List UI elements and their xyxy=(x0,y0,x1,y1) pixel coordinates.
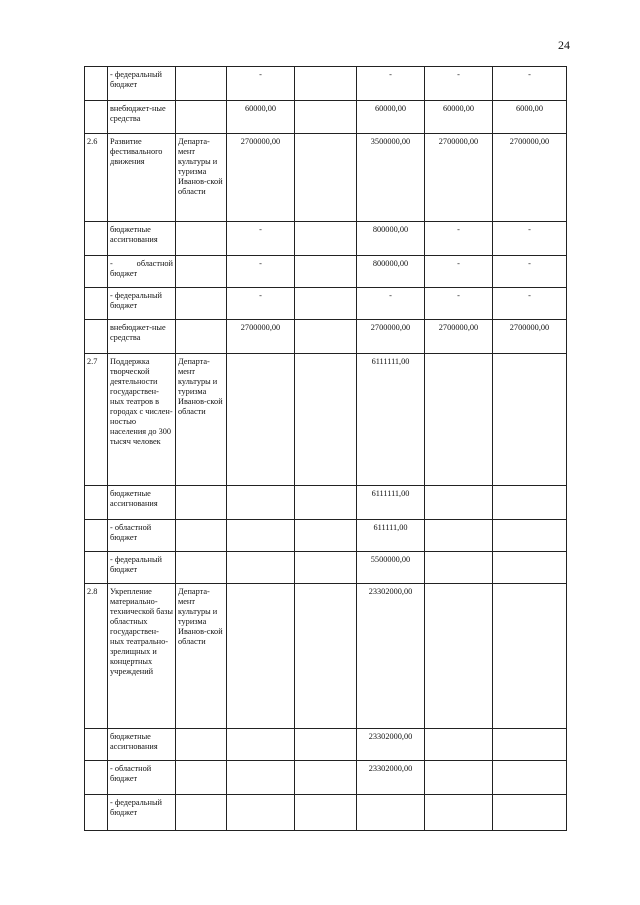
cell-code xyxy=(85,520,108,552)
cell-value-3: 6111111,00 xyxy=(357,354,425,486)
cell-value-5 xyxy=(493,584,567,729)
cell-value-1 xyxy=(227,354,295,486)
cell-executor xyxy=(176,101,227,134)
cell-value-2 xyxy=(295,256,357,288)
cell-code xyxy=(85,795,108,831)
cell-value-4: 60000,00 xyxy=(425,101,493,134)
cell-name: - областной бюджет xyxy=(108,256,176,288)
cell-value-2 xyxy=(295,134,357,222)
cell-executor xyxy=(176,486,227,520)
cell-value-3: 23302000,00 xyxy=(357,761,425,795)
cell-value-3: 2700000,00 xyxy=(357,320,425,354)
cell-value-1: - xyxy=(227,256,295,288)
cell-value-3: 5500000,00 xyxy=(357,552,425,584)
cell-value-1 xyxy=(227,761,295,795)
cell-value-5: - xyxy=(493,222,567,256)
cell-code xyxy=(85,288,108,320)
table-row xyxy=(85,354,567,486)
cell-value-5: 2700000,00 xyxy=(493,134,567,222)
cell-value-4: 2700000,00 xyxy=(425,320,493,354)
cell-value-4 xyxy=(425,354,493,486)
cell-executor xyxy=(176,552,227,584)
cell-value-1: 2700000,00 xyxy=(227,134,295,222)
cell-value-5 xyxy=(493,354,567,486)
table-row xyxy=(85,101,567,134)
cell-value-5 xyxy=(493,729,567,761)
cell-value-1 xyxy=(227,520,295,552)
cell-value-2 xyxy=(295,761,357,795)
cell-executor xyxy=(176,222,227,256)
cell-value-1: - xyxy=(227,222,295,256)
cell-name: Поддержка творческой деятельности государствен-ных театров в городах с числен-ностью населения до 300 тысяч человек xyxy=(108,354,176,486)
table-row xyxy=(85,256,567,288)
table-body xyxy=(85,67,567,831)
cell-value-4: - xyxy=(425,67,493,101)
cell-code xyxy=(85,761,108,795)
cell-value-4 xyxy=(425,584,493,729)
cell-executor xyxy=(176,729,227,761)
cell-value-2 xyxy=(295,795,357,831)
cell-value-3: 23302000,00 xyxy=(357,584,425,729)
cell-value-4 xyxy=(425,795,493,831)
cell-value-3: 60000,00 xyxy=(357,101,425,134)
cell-value-3: 6111111,00 xyxy=(357,486,425,520)
cell-name: - областной бюджет xyxy=(108,761,176,795)
cell-name: бюджетные ассигнования xyxy=(108,222,176,256)
cell-name: бюджетные ассигнования xyxy=(108,729,176,761)
cell-value-1: - xyxy=(227,288,295,320)
cell-value-1 xyxy=(227,584,295,729)
cell-value-3: - xyxy=(357,67,425,101)
cell-value-5 xyxy=(493,552,567,584)
cell-executor xyxy=(176,520,227,552)
cell-code: 2.7 xyxy=(85,354,108,486)
cell-value-1 xyxy=(227,729,295,761)
cell-value-4 xyxy=(425,761,493,795)
cell-name: - федеральный бюджет xyxy=(108,288,176,320)
cell-value-4: 2700000,00 xyxy=(425,134,493,222)
cell-value-1: - xyxy=(227,67,295,101)
cell-executor xyxy=(176,288,227,320)
cell-value-5: - xyxy=(493,288,567,320)
cell-value-1 xyxy=(227,486,295,520)
cell-value-5: - xyxy=(493,67,567,101)
cell-value-2 xyxy=(295,320,357,354)
cell-name: внебюджет-ные средства xyxy=(108,101,176,134)
cell-value-1 xyxy=(227,552,295,584)
cell-code xyxy=(85,67,108,101)
cell-value-4 xyxy=(425,520,493,552)
cell-code xyxy=(85,729,108,761)
cell-value-5: - xyxy=(493,256,567,288)
cell-name: внебюджет-ные средства xyxy=(108,320,176,354)
cell-code xyxy=(85,101,108,134)
cell-value-4: - xyxy=(425,256,493,288)
table-row xyxy=(85,67,567,101)
cell-value-5 xyxy=(493,520,567,552)
cell-value-4: - xyxy=(425,288,493,320)
cell-executor xyxy=(176,795,227,831)
table-row xyxy=(85,729,567,761)
cell-value-4 xyxy=(425,729,493,761)
budget-table xyxy=(84,66,567,831)
cell-value-2 xyxy=(295,101,357,134)
cell-executor xyxy=(176,761,227,795)
table-row xyxy=(85,520,567,552)
cell-executor: Департа-мент культуры и туризма Иванов-ской области xyxy=(176,584,227,729)
cell-value-5: 2700000,00 xyxy=(493,320,567,354)
cell-value-4 xyxy=(425,552,493,584)
cell-executor xyxy=(176,320,227,354)
cell-executor xyxy=(176,67,227,101)
table-row xyxy=(85,761,567,795)
cell-executor xyxy=(176,256,227,288)
cell-value-3: 800000,00 xyxy=(357,222,425,256)
cell-value-2 xyxy=(295,222,357,256)
table-row xyxy=(85,552,567,584)
table-row xyxy=(85,288,567,320)
cell-value-3: 611111,00 xyxy=(357,520,425,552)
cell-name: - федеральный бюджет xyxy=(108,795,176,831)
cell-name: бюджетные ассигнования xyxy=(108,486,176,520)
cell-value-3: - xyxy=(357,288,425,320)
cell-value-5 xyxy=(493,761,567,795)
cell-value-3: 3500000,00 xyxy=(357,134,425,222)
cell-value-2 xyxy=(295,729,357,761)
cell-name: Развитие фестивального движения xyxy=(108,134,176,222)
table-row xyxy=(85,486,567,520)
cell-code xyxy=(85,552,108,584)
cell-code xyxy=(85,222,108,256)
cell-value-1 xyxy=(227,795,295,831)
cell-executor: Департа-мент культуры и туризма Иванов-ской области xyxy=(176,134,227,222)
cell-code xyxy=(85,256,108,288)
cell-value-3 xyxy=(357,795,425,831)
table-row xyxy=(85,584,567,729)
cell-value-3: 23302000,00 xyxy=(357,729,425,761)
cell-value-2 xyxy=(295,354,357,486)
cell-value-2 xyxy=(295,67,357,101)
table-row xyxy=(85,134,567,222)
cell-value-1: 2700000,00 xyxy=(227,320,295,354)
cell-name: Укрепление материально-технической базы областных государствен-ных театрально-зрелищных и концертных учреждений xyxy=(108,584,176,729)
cell-value-2 xyxy=(295,520,357,552)
cell-value-1: 60000,00 xyxy=(227,101,295,134)
cell-value-2 xyxy=(295,584,357,729)
cell-name: - федеральный бюджет xyxy=(108,552,176,584)
cell-value-5 xyxy=(493,795,567,831)
cell-value-3: 800000,00 xyxy=(357,256,425,288)
table-row xyxy=(85,795,567,831)
cell-code xyxy=(85,320,108,354)
cell-code xyxy=(85,486,108,520)
cell-code: 2.6 xyxy=(85,134,108,222)
table-row xyxy=(85,222,567,256)
cell-value-5 xyxy=(493,486,567,520)
cell-executor: Департа-мент культуры и туризма Иванов-ской области xyxy=(176,354,227,486)
cell-code: 2.8 xyxy=(85,584,108,729)
cell-value-2 xyxy=(295,288,357,320)
table-row xyxy=(85,320,567,354)
cell-value-5: 6000,00 xyxy=(493,101,567,134)
cell-value-2 xyxy=(295,552,357,584)
cell-value-4: - xyxy=(425,222,493,256)
cell-name: - федеральный бюджет xyxy=(108,67,176,101)
cell-value-4 xyxy=(425,486,493,520)
page-number: 24 xyxy=(558,38,570,52)
cell-name: - областной бюджет xyxy=(108,520,176,552)
cell-value-2 xyxy=(295,486,357,520)
